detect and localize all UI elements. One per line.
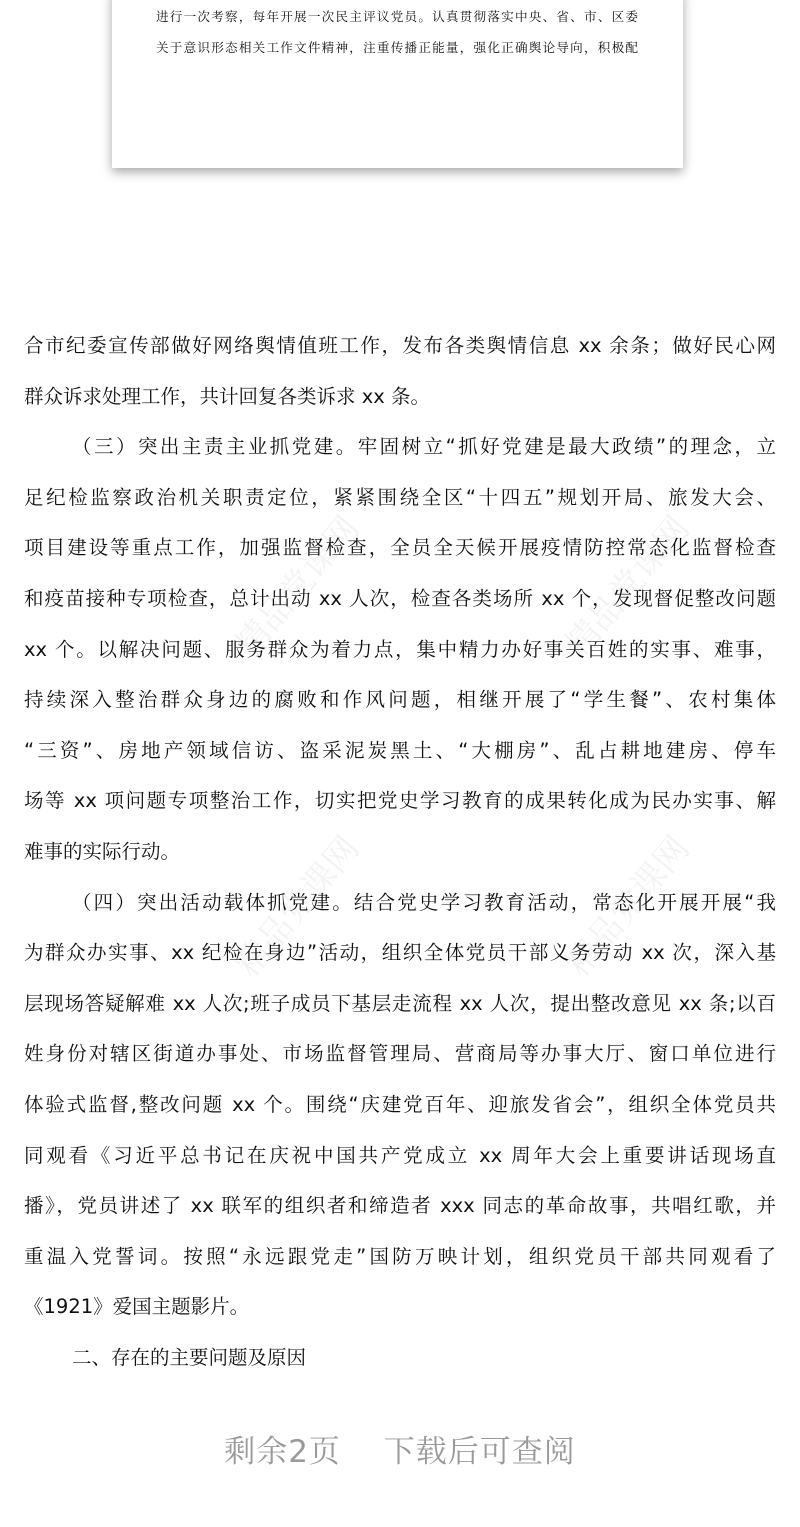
text-line: 持续深入整治群众身边的腐败和作风问题，相继开展了“学生餐”、农村集体 — [24, 688, 776, 712]
text-line: 层现场答疑解难 xx 人次;班子成员下基层走流程 xx 人次，提出整改意见 xx 条;以百 — [24, 991, 776, 1015]
text-line: 体验式监督,整改问题 xx 个。围绕“庆建党百年、迎旅发省会”，组织全体党员共 — [24, 1092, 776, 1116]
text-line: 姓身份对辖区街道办事处、市场监督管理局、营商局等办事大厅、窗口单位进行 — [24, 1042, 776, 1066]
card-line: 关于意识形态相关工作文件精神，注重传播正能量，强化正确舆论导向，积极配 — [156, 40, 638, 55]
text-line: 难事的实际行动。 — [24, 839, 181, 863]
text-line: 足纪检监察政治机关职责定位，紧紧围绕全区“十四五”规划开局、旅发大会、 — [24, 485, 776, 509]
text-line: 重温入党誓词。按照“永远跟党走”国防万映计划，组织党员干部共同观看了 — [24, 1244, 776, 1268]
document-body — [24, 334, 776, 1396]
text-line: 《1921》爱国主题影片。 — [24, 1295, 250, 1319]
text-line: “三资”、房地产领域信访、盗采泥炭黑土、“大棚房”、乱占耕地建房、停车 — [24, 738, 776, 762]
text-line: 和疫苗接种专项检查，总计出动 xx 人次，检查各类场所 xx 个，发现督促整改问题 — [24, 586, 776, 610]
watermark: 精品党课网 — [557, 828, 698, 985]
text-line: 场等 xx 项问题专项整治工作，切实把党史学习教育的成果转化成为民办实事、解 — [24, 789, 776, 813]
text-line: 同观看《习近平总书记在庆祝中国共产党成立 xx 周年大会上重要讲话现场直 — [24, 1143, 776, 1167]
text-line: xx 个。以解决问题、服务群众为着力点，集中精力办好事关百姓的实事、难事， — [24, 637, 776, 661]
preview-page-card — [112, 0, 683, 168]
text-line: 为群众办实事、xx 纪检在身边”活动，组织全体党员干部义务劳动 xx 次，深入基 — [24, 941, 776, 965]
section-heading-3: （三）突出主责主业抓党建。牢固树立“抓好党建是最大政绩”的理念，立 — [72, 435, 776, 459]
remaining-pages-text: 剩余2页 — [224, 1434, 341, 1470]
read-more-banner[interactable] — [0, 1426, 800, 1471]
text-line: 群众诉求处理工作，共计回复各类诉求 xx 条。 — [24, 384, 430, 408]
text-line: 播》，党员讲述了 xx 联军的组织者和缔造者 xxx 同志的革命故事，共唱红歌，并 — [24, 1194, 776, 1218]
watermark: 精品党课网 — [557, 508, 698, 665]
section-heading-2: 二、存在的主要问题及原因 — [72, 1345, 307, 1369]
text-line: 项目建设等重点工作，加强监督检查，全员全天候开展疫情防控常态化监督检查 — [24, 536, 776, 560]
section-heading-4: （四）突出活动载体抓党建。结合党史学习教育活动，常态化开展开展“我 — [72, 890, 776, 914]
watermark: 精品党课网 — [227, 828, 368, 985]
text-line: 合市纪委宣传部做好网络舆情值班工作，发布各类舆情信息 xx 余条；做好民心网 — [24, 334, 776, 357]
download-prompt-text[interactable]: 下载后可查阅 — [383, 1434, 576, 1470]
watermark: 精品党课网 — [227, 508, 368, 665]
card-line: 进行一次考察，每年开展一次民主评议党员。认真贯彻落实中央、省、市、区委 — [156, 9, 638, 24]
